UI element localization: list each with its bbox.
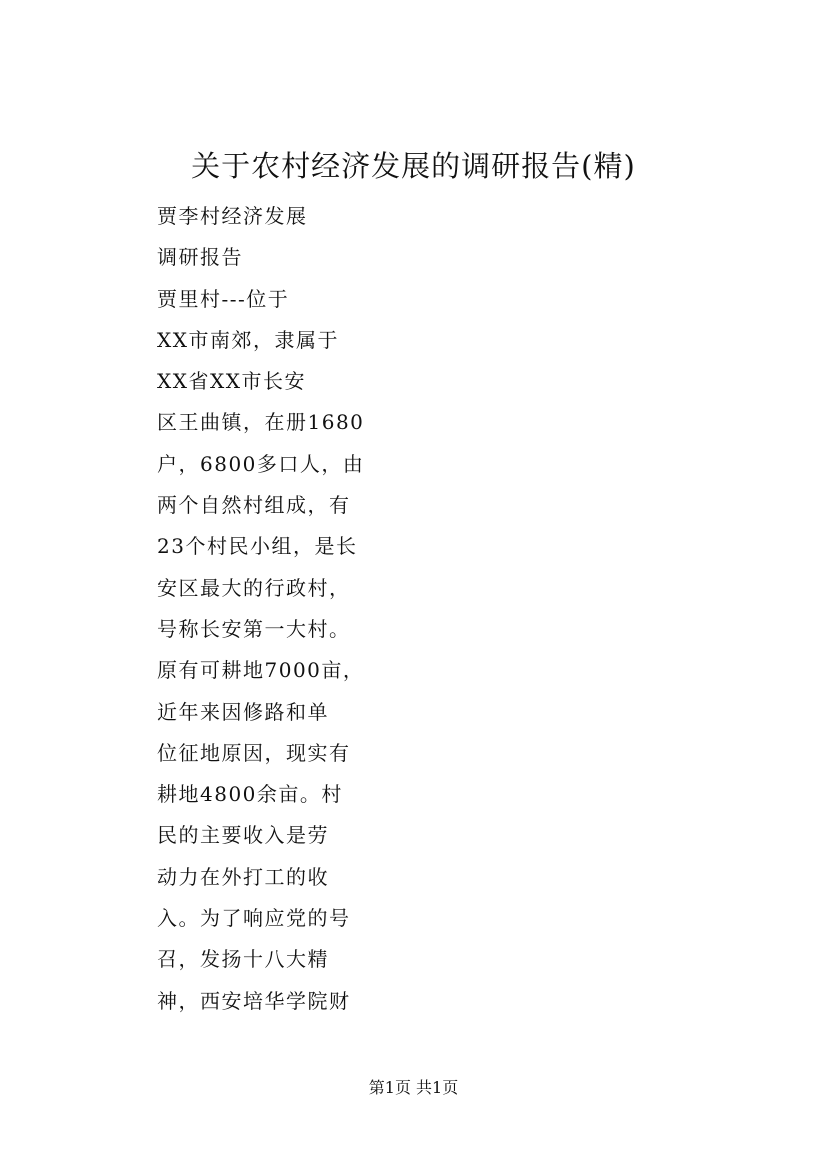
body-line: 户，6800多口人，由 xyxy=(157,451,365,476)
body-line: 号称长安第一大村。 xyxy=(157,616,351,641)
body-line: 召，发扬十八大精 xyxy=(157,947,329,972)
body-line: XX市南郊，隶属于 xyxy=(157,327,339,352)
body-line: XX省XX市长安 xyxy=(157,369,306,394)
body-line: 近年来因修路和单 xyxy=(157,699,329,724)
page-number-footer: 第1页 共1页 xyxy=(368,1078,459,1097)
body-line: 区王曲镇，在册1680 xyxy=(157,410,365,435)
body-line: 民的主要收入是劳 xyxy=(157,823,329,848)
body-line: 入。为了响应党的号 xyxy=(157,906,351,931)
body-line: 耕地4800余亩。村 xyxy=(157,782,343,807)
body-line: 原有可耕地7000亩， xyxy=(157,658,365,683)
body-line: 动力在外打工的收 xyxy=(157,864,329,889)
body-line: 贾里村---位于 xyxy=(157,286,290,311)
document-title: 关于农村经济发展的调研报告(精) xyxy=(191,149,636,183)
body-line: 位征地原因，现实有 xyxy=(157,740,351,765)
body-line: 神，西安培华学院财 xyxy=(157,988,351,1013)
body-line: 23个村民小组，是长 xyxy=(157,534,358,559)
document-body xyxy=(157,196,364,1022)
body-line: 两个自然村组成，有 xyxy=(157,493,351,518)
body-line: 贾李村经济发展 xyxy=(157,204,308,228)
body-line: 安区最大的行政村， xyxy=(157,575,351,600)
body-line: 调研报告 xyxy=(157,245,243,270)
